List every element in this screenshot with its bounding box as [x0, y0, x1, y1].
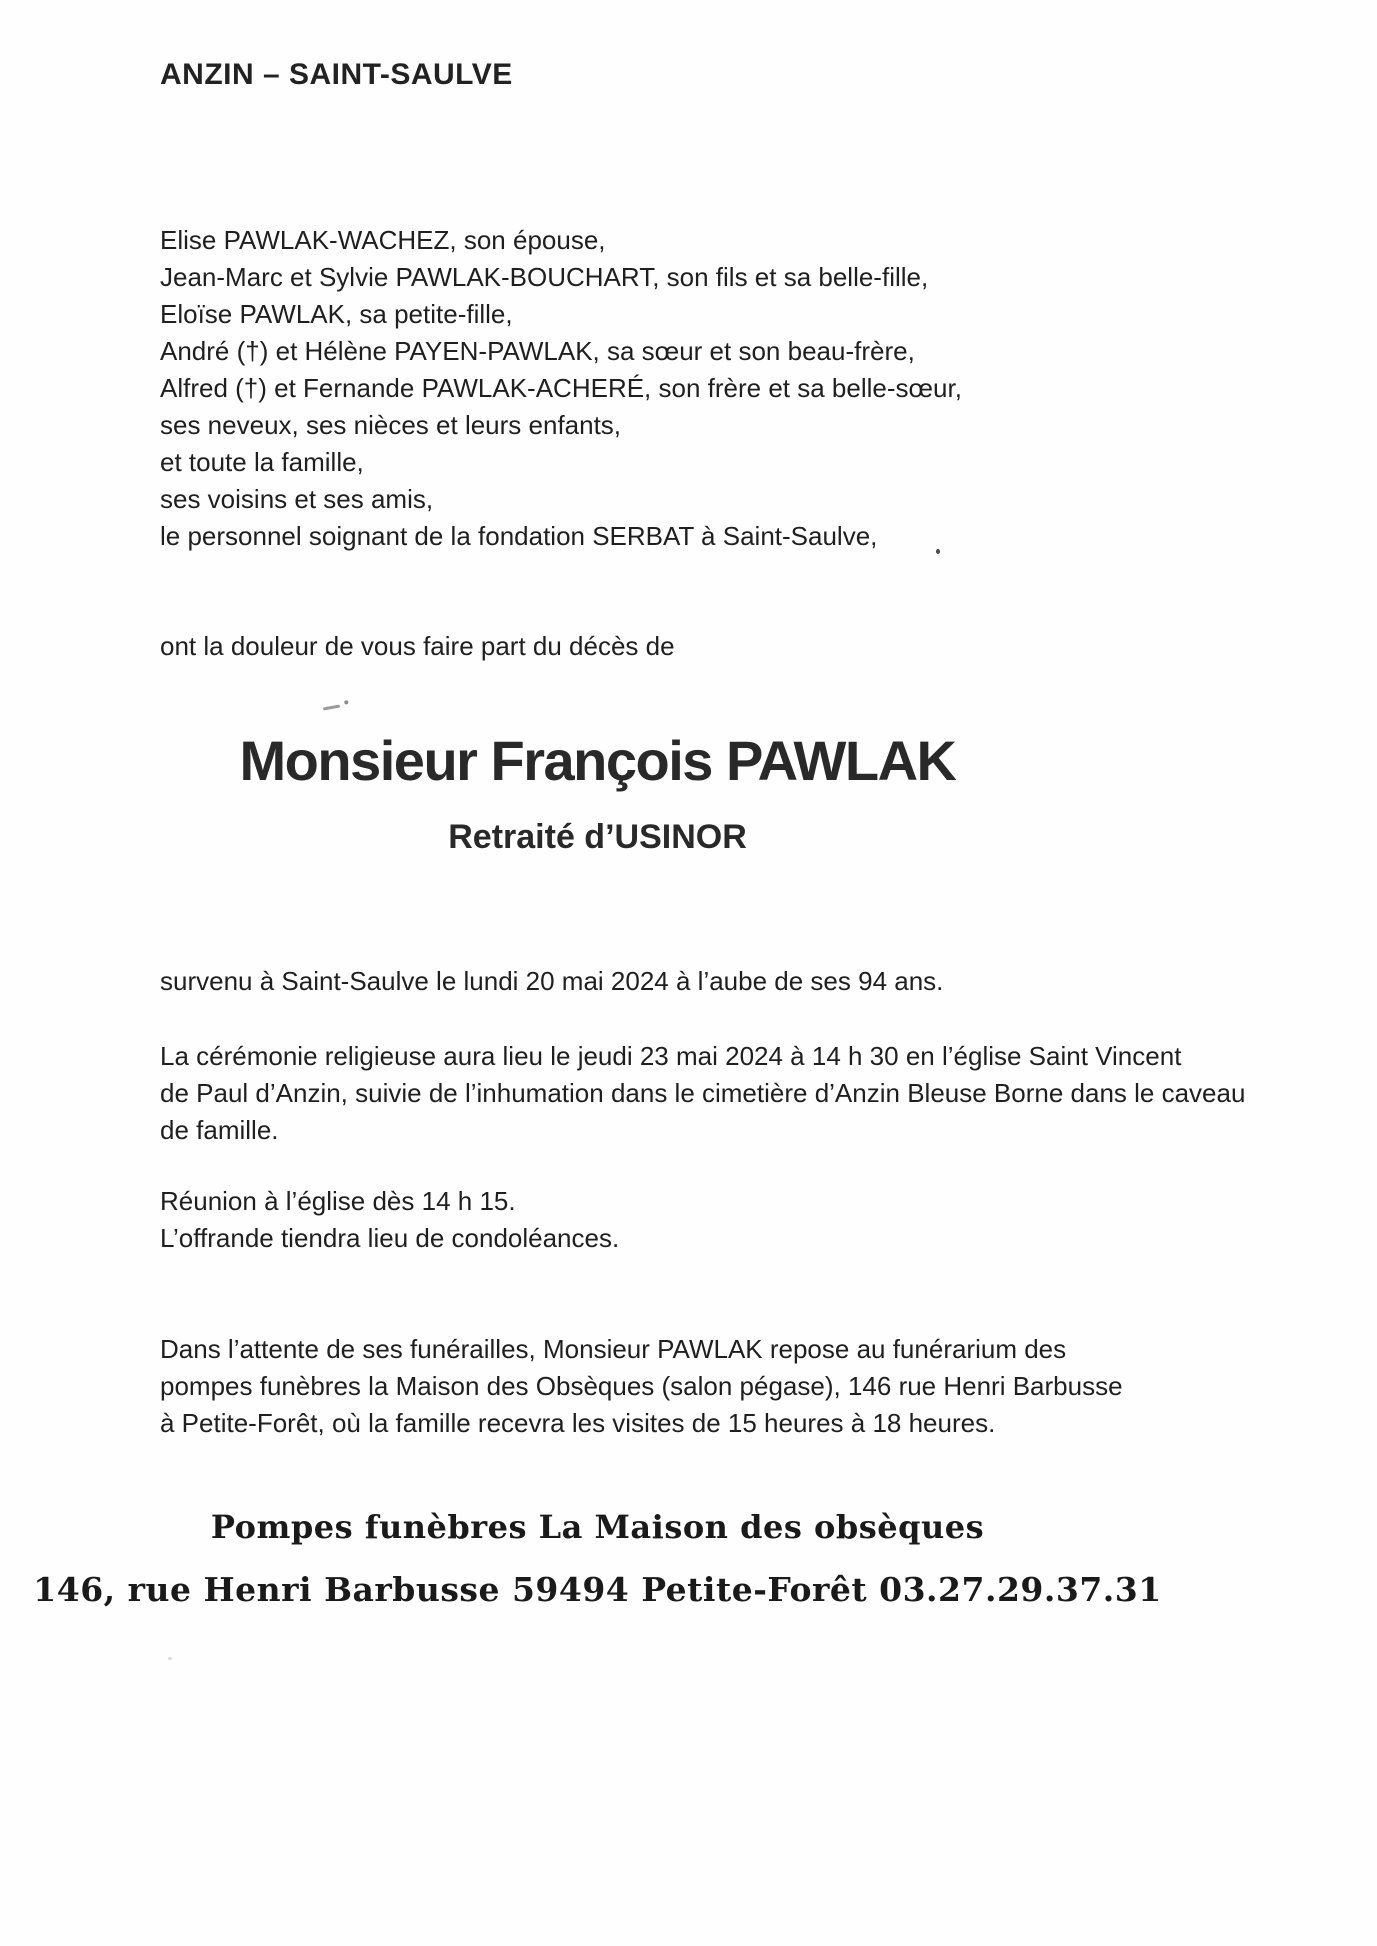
death-date-line: survenu à Saint-Saulve le lundi 20 mai 2024 à l’aube de ses 94 ans. [160, 966, 944, 996]
family-line: et toute la famille, [160, 447, 364, 477]
family-line: Jean-Marc et Sylvie PAWLAK-BOUCHART, son fils et sa belle-fille, [160, 262, 929, 292]
family-line: André (†) et Hélène PAYEN-PAWLAK, sa sœur et son beau-frère, [160, 336, 915, 366]
family-list [160, 222, 962, 555]
scan-artifact-speck [168, 1657, 172, 1660]
family-line: le personnel soignant de la fondation SERBAT à Saint-Saulve, [160, 521, 878, 551]
repose-line: pompes funèbres la Maison des Obsèques (salon pégase), 146 rue Henri Barbusse [160, 1371, 1123, 1401]
ceremony-line: de famille. [160, 1115, 279, 1145]
city-header: ANZIN – SAINT-SAULVE [160, 58, 513, 91]
ceremony-line: de Paul d’Anzin, suivie de l’inhumation dans le cimetière d’Anzin Bleuse Borne dans le caveau [160, 1078, 1246, 1108]
funeral-home-address-phone: 146, rue Henri Barbusse 59494 Petite-Forêt 03.27.29.37.31 [33, 1570, 1162, 1609]
deceased-subtitle: Retraité d’USINOR [448, 818, 747, 856]
scan-artifact-dot [936, 549, 940, 554]
meeting-line: L’offrande tiendra lieu de condoléances. [160, 1223, 620, 1253]
family-line: Eloïse PAWLAK, sa petite-fille, [160, 299, 513, 329]
family-line: ses neveux, ses nièces et leurs enfants, [160, 410, 622, 440]
funeral-home-name: Pompes funèbres La Maison des obsèques [210, 1508, 985, 1546]
repose-line: à Petite-Forêt, où la famille recevra les visites de 15 heures à 18 heures. [160, 1408, 996, 1438]
announcement-intro: ont la douleur de vous faire part du décès de [160, 631, 675, 661]
repose-line: Dans l’attente de ses funérailles, Monsieur PAWLAK repose au funérarium des [160, 1334, 1067, 1364]
deceased-name: Monsieur François PAWLAK [239, 729, 956, 792]
meeting-line: Réunion à l’église dès 14 h 15. [160, 1186, 516, 1216]
family-line: ses voisins et ses amis, [160, 484, 434, 514]
family-line: Alfred (†) et Fernande PAWLAK-ACHERÉ, son frère et sa belle-sœur, [160, 373, 962, 403]
scan-artifact-pencil-mark [323, 705, 340, 711]
meeting-paragraph [160, 1183, 619, 1257]
repose-paragraph [160, 1331, 1123, 1442]
ceremony-line: La cérémonie religieuse aura lieu le jeudi 23 mai 2024 à 14 h 30 en l’église Saint Vincent [160, 1041, 1182, 1071]
family-line: Elise PAWLAK-WACHEZ, son épouse, [160, 225, 606, 255]
ceremony-paragraph [160, 1038, 1245, 1149]
